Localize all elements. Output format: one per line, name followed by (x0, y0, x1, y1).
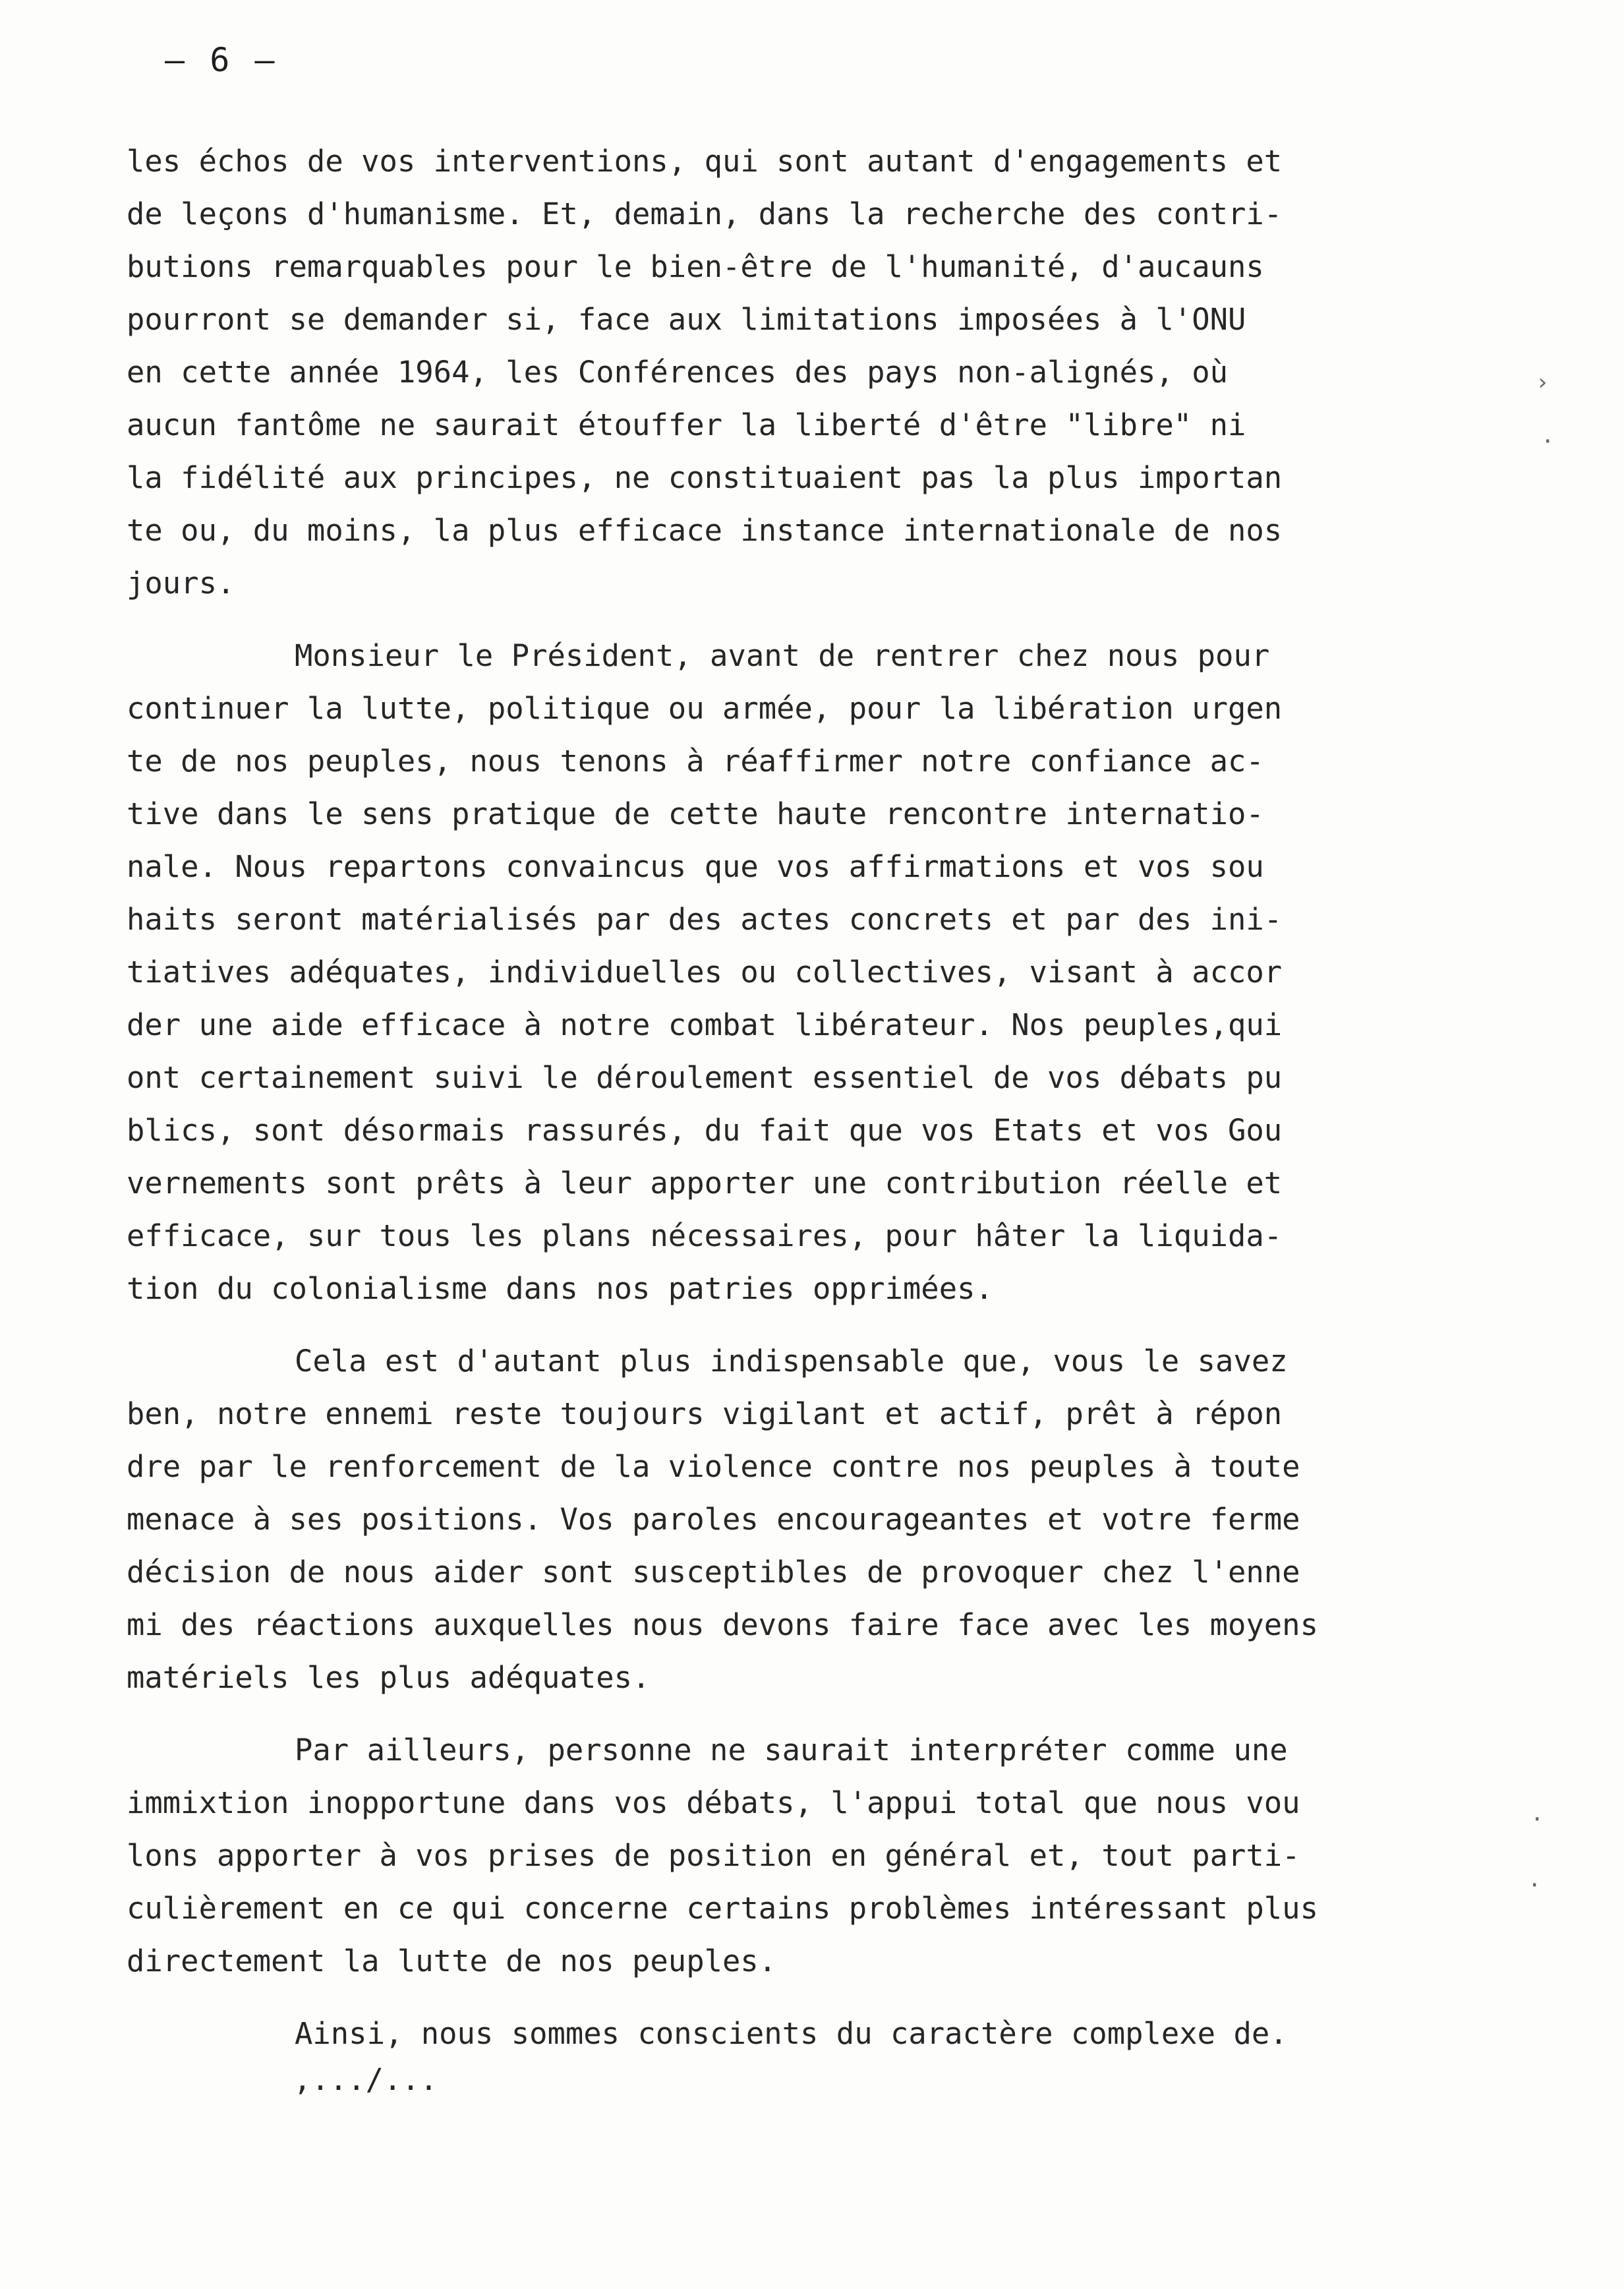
text-line: en cette année 1964, les Conférences des pays non-alignés, où (127, 355, 1228, 390)
paragraph (127, 630, 1438, 1315)
text-line: tive dans le sens pratique de cette haute rencontre internatio- (127, 796, 1264, 831)
text-line: pourront se demander si, face aux limitations imposées à l'ONU (127, 302, 1246, 337)
scan-speck: · (1528, 1872, 1542, 1899)
text-line: directement la lutte de nos peuples. (127, 1944, 777, 1978)
text-line: Par ailleurs, personne ne saurait interpréter comme une (295, 1733, 1288, 1768)
text-line: les échos de vos interventions, qui sont autant d'engagements et (127, 144, 1283, 179)
continuation-mark: ,.../... (293, 2062, 438, 2097)
paragraph-gap (127, 1704, 1438, 1724)
paragraph-gap (127, 1315, 1438, 1335)
text-line: nale. Nous repartons convaincus que vos affirmations et vos sou (127, 849, 1264, 884)
text-line: ben, notre ennemi reste toujours vigilant et actif, prêt à répon (127, 1396, 1283, 1431)
text-line: Ainsi, nous sommes conscients du caractère complexe de. (295, 2016, 1288, 2051)
paragraph-gap (127, 610, 1438, 630)
page-number: – 6 – (165, 41, 277, 79)
text-line: Cela est d'autant plus indispensable que, vous le savez (295, 1344, 1288, 1379)
paragraph (127, 1724, 1438, 1988)
text-line: efficace, sur tous les plans nécessaires, pour hâter la liquida- (127, 1218, 1283, 1253)
paragraph (127, 135, 1438, 610)
scan-speck: › (1536, 369, 1550, 396)
text-line: aucun fantôme ne saurait étouffer la liberté d'être "libre" ni (127, 407, 1246, 442)
body-text (127, 135, 1438, 2060)
text-line: culièrement en ce qui concerne certains problèmes intéressant plus (127, 1891, 1318, 1926)
text-line: jours. (127, 566, 235, 601)
text-line: butions remarquables pour le bien-être de l'humanité, d'aucauns (127, 249, 1264, 284)
text-line: lons apporter à vos prises de position en général et, tout parti- (127, 1838, 1300, 1873)
scan-speck: · (1530, 1806, 1544, 1833)
text-line: blics, sont désormais rassurés, du fait que vos Etats et vos Gou (127, 1113, 1283, 1148)
text-line: menace à ses positions. Vos paroles encourageantes et votre ferme (127, 1502, 1300, 1537)
text-line: continuer la lutte, politique ou armée, pour la libération urgen (127, 691, 1283, 726)
text-line: immixtion inopportune dans vos débats, l'appui total que nous vou (127, 1785, 1300, 1820)
text-line: vernements sont prêts à leur apporter une contribution réelle et (127, 1166, 1283, 1201)
text-line: tiatives adéquates, individuelles ou collectives, visant à accor (127, 955, 1283, 990)
scan-speck: · (1541, 429, 1555, 455)
text-line: haits seront matérialisés par des actes concrets et par des ini- (127, 902, 1283, 937)
text-line: matériels les plus adéquates. (127, 1660, 651, 1695)
paragraph-gap (127, 1988, 1438, 2007)
text-line: dre par le renforcement de la violence contre nos peuples à toute (127, 1449, 1300, 1484)
text-line: décision de nous aider sont susceptibles de provoquer chez l'enne (127, 1555, 1300, 1590)
text-line: der une aide efficace à notre combat libérateur. Nos peuples,qui (127, 1007, 1283, 1042)
text-line: mi des réactions auxquelles nous devons faire face avec les moyens (127, 1607, 1318, 1642)
paragraph (127, 1335, 1438, 1704)
text-line: la fidélité aux principes, ne constituaient pas la plus importan (127, 460, 1283, 495)
text-line: te ou, du moins, la plus efficace instance internationale de nos (127, 513, 1283, 548)
text-line: de leçons d'humanisme. Et, demain, dans la recherche des contri- (127, 196, 1283, 231)
text-line: te de nos peuples, nous tenons à réaffirmer notre confiance ac- (127, 744, 1264, 779)
text-line: ont certainement suivi le déroulement essentiel de vos débats pu (127, 1060, 1283, 1095)
paragraph (127, 2007, 1438, 2060)
text-line: tion du colonialisme dans nos patries opprimées. (127, 1271, 993, 1306)
text-line: Monsieur le Président, avant de rentrer chez nous pour (295, 638, 1270, 673)
